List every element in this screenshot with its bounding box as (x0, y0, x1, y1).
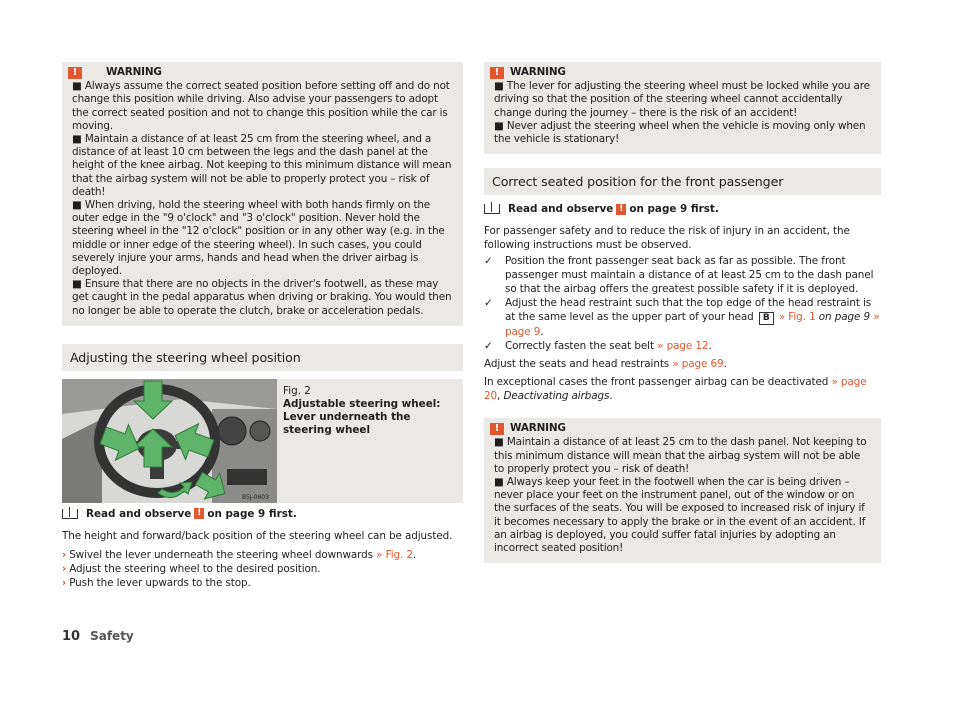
read-and-observe: Read and observe ! on page 9 first. (484, 203, 881, 215)
figure-2 (62, 379, 463, 503)
right-column (484, 62, 881, 563)
warning-item: ■ Always keep your feet in the footwell when the car is being driven – never place your feet on the instrument panel, out of the window or on the surfaces of the seats. You will be exposed to increased risk of injury if it becomes necessary to apply the brake or in the event of an accident. If an airbag is deployed, you could suffer fatal injuries by adopting an incorrect seated position! (494, 476, 866, 555)
paragraph: In exceptional cases the front passenger airbag can be deactivated » page 20, Deactivating airbags. (484, 376, 867, 403)
step-item: › Swivel the lever underneath the steering wheel downwards » Fig. 2. (62, 548, 417, 561)
left-column (62, 62, 463, 590)
page-number: 10 (62, 629, 81, 644)
key-b: B (759, 312, 774, 325)
warning-item: ■ Always assume the correct seated position before setting off and do not change this position while driving. Also advise your passengers to adopt the correct seated position and not to change this position while the car is moving. (72, 80, 450, 132)
warning-icon: ! (194, 508, 204, 519)
warning-item: ■ Ensure that there are no objects in the driver's footwell, as these may get caught in the pedal apparatus when driving or braking. You would then no longer be able to operate the clutch, brake or acceleration pedals. (72, 278, 452, 317)
warning-icon: ! (68, 67, 82, 79)
steering-wheel-image (62, 379, 277, 503)
warning-title: WARNING (510, 66, 566, 78)
fig-link[interactable]: » Fig. 1 (778, 311, 816, 324)
steps-list (62, 548, 463, 590)
section-title: Adjusting the steering wheel position (62, 344, 463, 371)
section-name: Safety (90, 629, 134, 643)
warning-title: WARNING (510, 422, 566, 435)
warning-item: ■ Maintain a distance of at least 25 cm to the dash panel. Not keeping to this minimum distance will mean that the airbag system will not be able to properly protect you – risk of death! (494, 436, 867, 475)
arrow-icon: › (62, 548, 67, 561)
warning-item: ■ Never adjust the steering wheel when the vehicle is moving only when the vehicle is stationary! (494, 119, 866, 146)
check-list (484, 254, 881, 353)
book-icon (484, 204, 500, 214)
figure-label: Fig. 2 (283, 384, 311, 397)
figure-caption-box (277, 379, 463, 503)
book-icon (62, 509, 78, 519)
section-title: Correct seated position for the front passenger (484, 168, 881, 195)
warning-icon: ! (490, 423, 504, 435)
fig-link[interactable]: » Fig. 2 (376, 548, 413, 561)
warning-icon: ! (616, 204, 626, 215)
page-link[interactable]: » page 20 (484, 376, 867, 403)
figure-code: B5J-0603 (242, 493, 269, 501)
check-item: ✓ Adjust the head restraint such that the top edge of the head restraint is at the same level as the upper part of your head B » Fig. 1 on page 9 » page 9. (484, 296, 881, 339)
warning-box-3 (484, 418, 881, 563)
check-item: ✓ Position the front passenger seat back as far as possible. The front passenger must maintain a distance of at least 25 cm to the dash panel so that the airbag offers the greatest possible safety if it is deployed. (484, 254, 881, 296)
warning-item: ■ Maintain a distance of at least 25 cm from the steering wheel, and a distance of at least 10 cm between the legs and the dash panel at the height of the knee airbag. Not keeping to this minimum distance will mean that the airbag system will not be able to properly protect you – risk of death! (72, 133, 452, 198)
intro-text: For passenger safety and to reduce the risk of injury in an accident, the following instructions must be observed. (484, 225, 850, 252)
arrow-icon: › (62, 576, 67, 589)
warning-item: ■ The lever for adjusting the steering wheel must be locked while you are driving so that the position of the steering wheel cannot accidentally change during the journey – there is the risk of an accident! (494, 80, 870, 119)
intro-text: The height and forward/back position of the steering wheel can be adjusted. (62, 529, 453, 542)
warning-title: WARNING (106, 66, 162, 78)
warning-box-1 (62, 62, 463, 326)
page-link[interactable]: » page 69 (672, 358, 724, 371)
figure-caption: Adjustable steering wheel: Lever underneath the steering wheel (283, 397, 441, 436)
step-item: › Adjust the steering wheel to the desired position. (62, 562, 321, 575)
page-link[interactable]: » page 9 (505, 311, 880, 339)
read-and-observe: Read and observe ! on page 9 first. (62, 508, 463, 520)
page-link[interactable]: » page 12 (657, 340, 709, 353)
warning-item: ■ When driving, hold the steering wheel with both hands firmly on the outer edge in the "9 o'clock" and "3 o'clock" position. Never hold the steering wheel in the "12 o'clock" position or in any other way (e.g. in the middle or inner edge of the steering wheel). In such cases, you could severely injure your arms, hands and head when the driver airbag is deployed. (72, 199, 445, 278)
paragraph: Adjust the seats and head restraints » page 69. (484, 358, 727, 371)
warning-icon: ! (490, 67, 504, 79)
warning-box-2 (484, 62, 881, 154)
steering-wheel-illustration (62, 379, 277, 503)
step-item: › Push the lever upwards to the stop. (62, 576, 251, 589)
warning-header (72, 66, 453, 79)
page-footer (62, 629, 134, 644)
arrow-icon: › (62, 562, 67, 575)
check-item: ✓ Correctly fasten the seat belt » page 12. (484, 339, 881, 353)
